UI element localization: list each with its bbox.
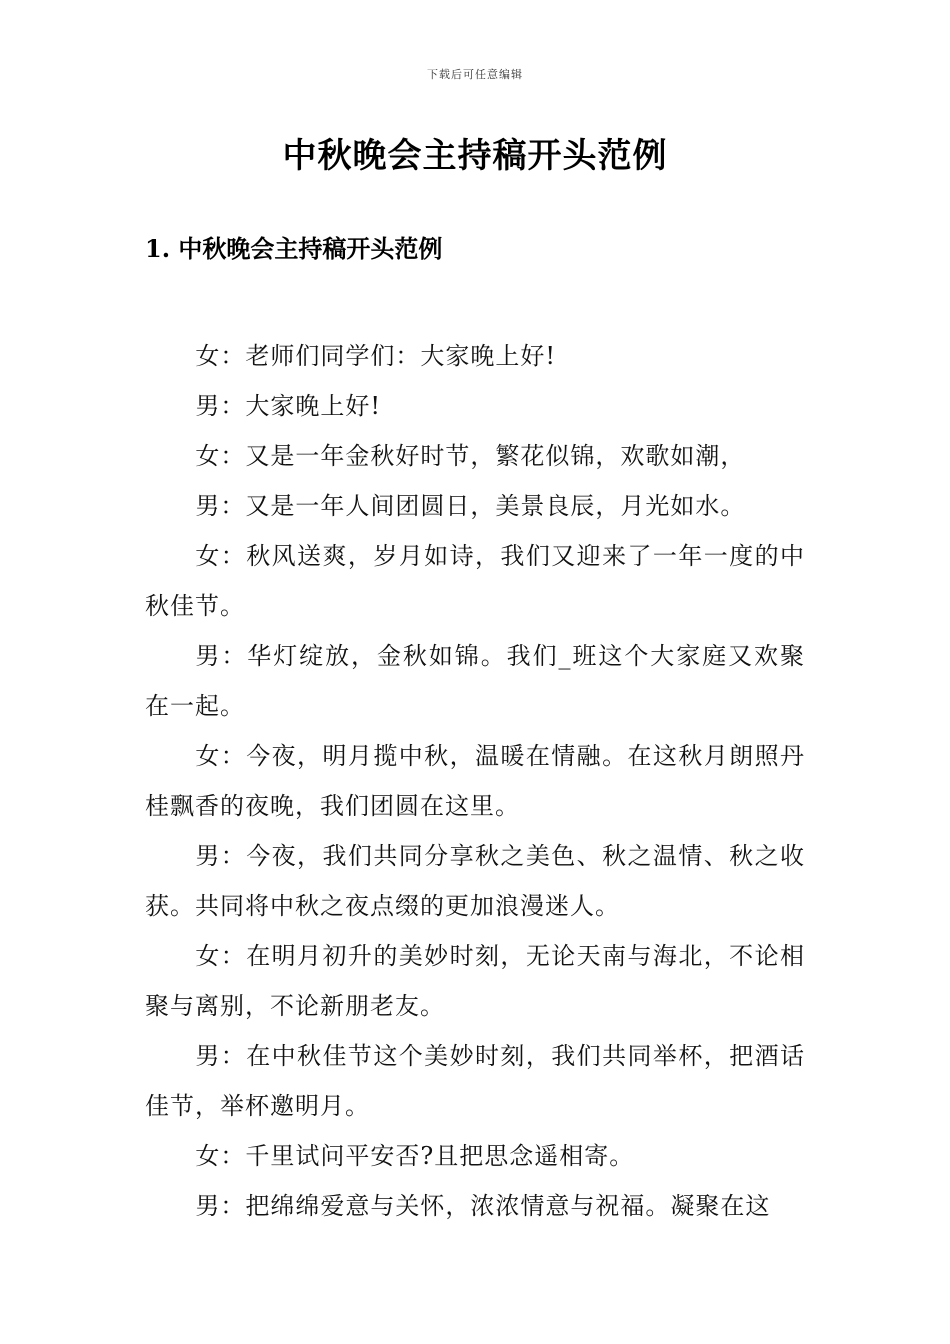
paragraph: 男：把绵绵爱意与关怀，浓浓情意与祝福。凝聚在这 — [195, 1192, 771, 1220]
paragraph: 男：华灯绽放，金秋如锦。我们_班这个大家庭又欢聚在一起。 — [145, 642, 805, 720]
paragraph: 女：今夜，明月揽中秋，温暖在情融。在这秋月朗照丹桂飘香的夜晚，我们团圆在这里。 — [145, 742, 805, 820]
document-title: 中秋晚会主持稿开头范例 — [282, 136, 668, 176]
paragraph: 女：又是一年金秋好时节，繁花似锦，欢歌如潮， — [195, 442, 746, 470]
paragraph: 女：秋风送爽，岁月如诗，我们又迎来了一年一度的中秋佳节。 — [145, 542, 805, 620]
paragraph: 女：老师们同学们：大家晚上好! — [195, 342, 557, 370]
document-body — [145, 331, 805, 1231]
paragraph: 男：大家晚上好! — [195, 392, 382, 420]
paragraph: 男：今夜，我们共同分享秋之美色、秋之温情、秋之收获。共同将中秋之夜点缀的更加浪漫迷人。 — [145, 842, 805, 920]
paragraph: 男：在中秋佳节这个美妙时刻，我们共同举杯，把酒话佳节，举杯邀明月。 — [145, 1042, 805, 1120]
paragraph: 女：千里试问平安否?且把思念遥相寄。 — [195, 1142, 635, 1170]
header-note: 下载后可任意编辑 — [427, 68, 523, 81]
section-heading: 1. 中秋晚会主持稿开头范例 — [145, 234, 443, 263]
paragraph: 男：又是一年人间团圆日，美景良辰，月光如水。 — [195, 492, 746, 520]
paragraph: 女：在明月初升的美妙时刻，无论天南与海北，不论相聚与离别，不论新朋老友。 — [145, 942, 805, 1020]
